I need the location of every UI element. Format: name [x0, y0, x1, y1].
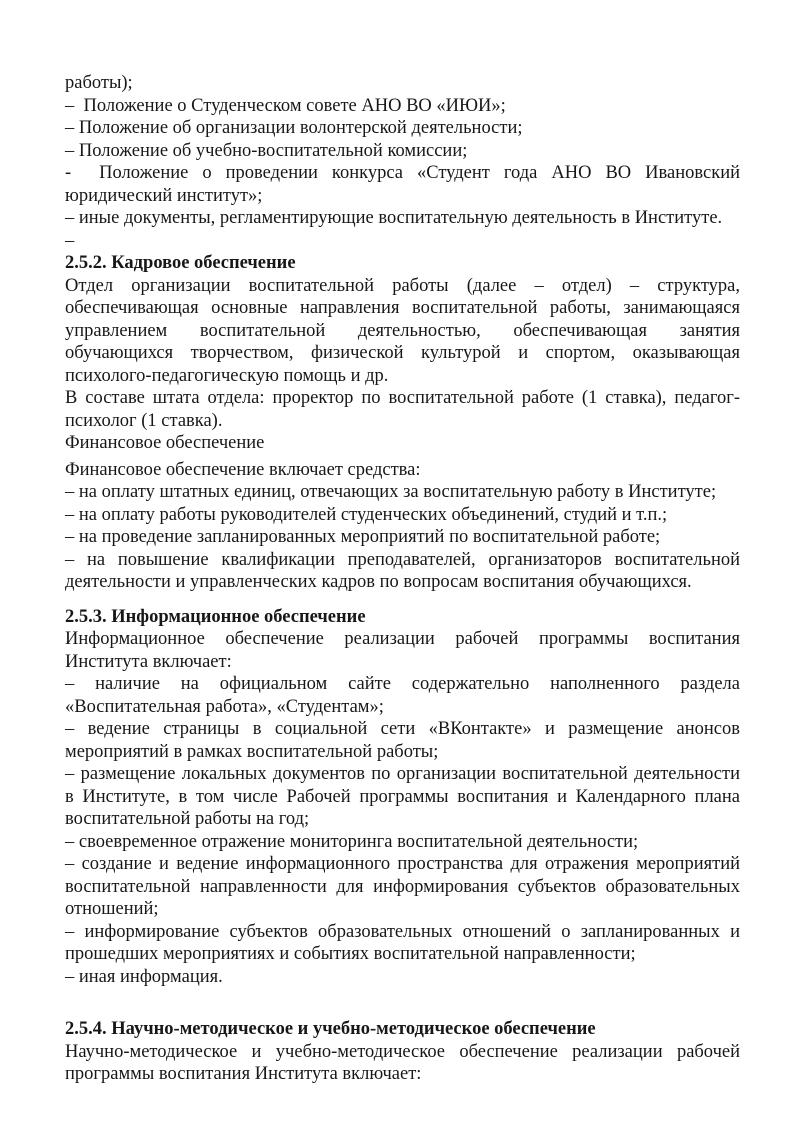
list-item-commission: – Положение об учебно-воспитательной комиссии; — [65, 140, 468, 161]
paragraph-financial-intro: Финансовое обеспечение включает средства: — [65, 459, 421, 480]
list-item-website-section: – наличие на официальном сайте содержательно наполненного раздела «Воспитательная работа», «Студентам»; — [65, 674, 740, 717]
list-item-info-space: – создание и ведение информационного пространства для отражения мероприятий воспитательной направленности для информирования субъектов образовательных отношений; — [65, 854, 740, 919]
section-heading-2-5-4: 2.5.4. Научно-методическое и учебно-методическое обеспечение — [65, 1019, 596, 1039]
continuation-line: работы); — [65, 73, 133, 93]
section-heading-2-5-2: 2.5.2. Кадровое обеспечение — [65, 253, 296, 273]
paragraph-department: Отдел организации воспитательной работы (далее – отдел) – структура, обеспечивающая основные направления воспитательной работы, занимающаяся управлением воспитательной деятельностью, обеспечивающая занятия обучающихся творчеством, физической культурой и спортом, оказывающая психолого-педагогическую помощь и др. — [65, 275, 740, 386]
list-item-informing: – информирование субъектов образовательных отношений о запланированных и прошедших мероприятиях и событиях воспитательной направленности; — [65, 921, 740, 964]
list-item-vkontakte: – ведение страницы в социальной сети «ВКонтакте» и размещение анонсов мероприятий в рамках воспитательной работы; — [65, 719, 740, 762]
list-item-student-council: – Положение о Студенческом совете АНО ВО «ИЮИ»; — [65, 95, 506, 116]
list-item-empty-dash: – — [65, 230, 75, 251]
list-item-local-documents: – размещение локальных документов по организации воспитательной деятельности в Институте, в том числе Рабочей программы воспитания и Календарного плана воспитательной работы на год; — [65, 764, 740, 829]
paragraph-financial-label: Финансовое обеспечение — [65, 433, 265, 453]
list-item-qualification: – на повышение квалификации преподавателей, организаторов воспитательной деятельности и управленческих кадров по вопросам воспитания обучающихся. — [65, 549, 740, 592]
list-item-staff-pay: – на оплату штатных единиц, отвечающих за воспитательную работу в Институте; — [65, 482, 717, 502]
list-item-other-info: – иная информация. — [65, 966, 223, 987]
list-item-events-funding: – на проведение запланированных мероприятий по воспитательной работе; — [65, 527, 661, 547]
section-heading-2-5-3: 2.5.3. Информационное обеспечение — [65, 606, 366, 627]
list-item-monitoring: – своевременное отражение мониторинга воспитательной деятельности; — [65, 831, 639, 852]
list-item-volunteer: – Положение об организации волонтерской деятельности; — [65, 118, 523, 138]
paragraph-info-intro: Информационное обеспечение реализации рабочей программы воспитания Института включает: — [65, 629, 740, 672]
paragraph-staff: В составе штата отдела: проректор по воспитательной работе (1 ставка), педагог-психолог (1 ставка). — [65, 388, 740, 431]
list-item-contest: - Положение о проведении конкурса «Студент года АНО ВО Ивановский юридический институт»; — [65, 163, 740, 206]
list-item-leaders-pay: – на оплату работы руководителей студенческих объединений, студий и т.п.; — [65, 504, 668, 525]
paragraph-methodical-intro: Научно-методическое и учебно-методическое обеспечение реализации рабочей программы воспитания Института включает: — [65, 1041, 740, 1084]
list-item-other-documents: – иные документы, регламентирующие воспитательную деятельность в Институте. — [65, 208, 723, 228]
